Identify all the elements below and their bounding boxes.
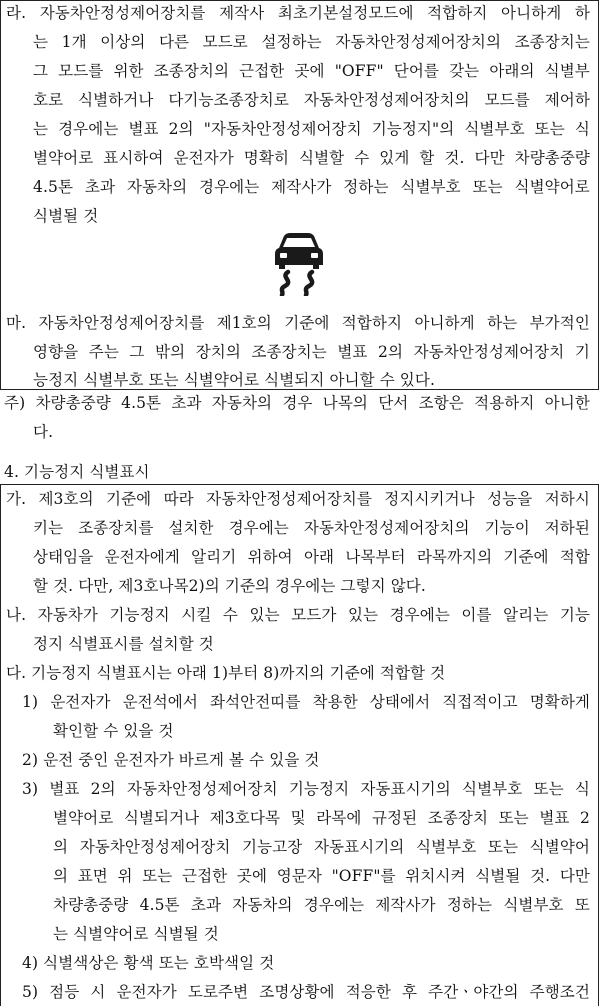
- na-line-2: 정지 식별표시를 설치할 것: [33, 635, 214, 653]
- note-line-1: 주) 차량총중량 4.5톤 초과 자동차의 경우 나목의 단서 조항은 적용하지 아니한: [4, 394, 590, 412]
- ga-line-2: 키는 조종장치를 설치한 경우에는 자동차안정성제어장치의 기능이 저하된: [33, 519, 590, 537]
- ga-line-1: 가. 제3호의 기준에 따라 자동차안정성제어장치를 정지시키거나 성능을 저하시: [6, 490, 590, 508]
- item-3-line-3: 의 자동차안정성제어장치 기능고장 자동표시기의 식별부호 또는 식별약어: [53, 838, 590, 856]
- section-4-title: 4. 기능정지 식별표시: [4, 463, 150, 481]
- ma-line-1: 마. 자동차안정성제어장치를 제1호의 기준에 적합하지 아니하게 하는 부가적인: [6, 314, 590, 332]
- ma-line-3: 능정지 식별부호 또는 식별약어로 식별되지 아니할 수 있다.: [33, 371, 435, 389]
- ra-line-2: 는 1개 이상의 다른 모드로 설정하는 자동차안정성제어장치의 조종장치는: [33, 33, 590, 51]
- ga-line-3: 상태임을 운전자에게 알리기 위하여 아래 나목부터 라목까지의 기준에 적합: [33, 548, 590, 566]
- item-3-line-5: 차량총중량 4.5톤 초과 자동차의 경우에는 제작사가 정하는 식별부호 또: [53, 896, 590, 914]
- item-1-line-1: 1) 운전자가 운전석에서 좌석안전띠를 착용한 상태에서 직접적이고 명확하게: [22, 693, 590, 711]
- item-1-line-2: 확인할 수 있을 것: [53, 722, 174, 740]
- item-3-line-2: 별약어로 식별되거나 제3호다목 및 라목에 규정된 조종장치 또는 별표 2: [53, 809, 590, 827]
- ra-line-5: 는 경우에는 별표 2의 "자동차안정성제어장치 기능정지"의 식별부호 또는 식: [33, 120, 590, 138]
- item-2-line-1: 2) 운전 중인 운전자가 바르게 볼 수 있을 것: [22, 751, 320, 769]
- ra-line-8: 식별될 것: [33, 207, 99, 225]
- ra-line-6: 별약어로 표시하여 운전자가 명확히 식별할 수 있게 할 것. 다만 차량총중량: [33, 149, 590, 167]
- ga-line-4: 할 것. 다만, 제3호나목2)의 기준의 경우에는 그렇지 않다.: [33, 577, 426, 595]
- ra-line-3: 그 모드를 위한 조종장치의 근접한 곳에 "OFF" 단어를 갖는 아래의 식별부: [33, 62, 590, 80]
- item-3-line-6: 는 식별약어로 식별될 것: [53, 925, 219, 943]
- stability-control-skid-icon: [272, 232, 326, 296]
- item-5-line-1: 5) 점등 시 운전자가 도로주변 조명상황에 적응한 후 주간ㆍ야간의 주행조건: [22, 983, 590, 1001]
- item-4-line-1: 4) 식별색상은 황색 또는 호박색일 것: [22, 954, 275, 972]
- note-line-2: 다.: [33, 423, 54, 441]
- na-line-1: 나. 자동차가 기능정지 시킬 수 있는 모드가 있는 경우에는 이를 알리는 기능: [6, 606, 590, 624]
- ma-line-2: 영향을 주는 그 밖의 장치의 조종장치는 별표 2의 자동차안정성제어장치 기: [33, 343, 590, 361]
- item-3-line-4: 의 표면 위 또는 근접한 곳에 영문자 "OFF"를 위치시켜 식별될 것. 다만: [53, 867, 590, 885]
- ra-line-7: 4.5톤 초과 자동차의 경우에는 제작사가 정하는 식별부호 또는 식별약어로: [33, 178, 590, 196]
- ra-line-1: 라. 자동차안정성제어장치를 제작사 최초기본설정모드에 적합하지 아니하게 하: [6, 4, 590, 22]
- ra-line-4: 호로 식별하거나 다기능조종장치로 자동차안정성제어장치의 모드를 제어하: [33, 91, 590, 109]
- da-line-1: 다. 기능정지 식별표시는 아래 1)부터 8)까지의 기준에 적합할 것: [6, 664, 446, 682]
- item-3-line-1: 3) 별표 2의 자동차안정성제어장치 기능정지 자동표시기의 식별부호 또는 식: [22, 780, 590, 798]
